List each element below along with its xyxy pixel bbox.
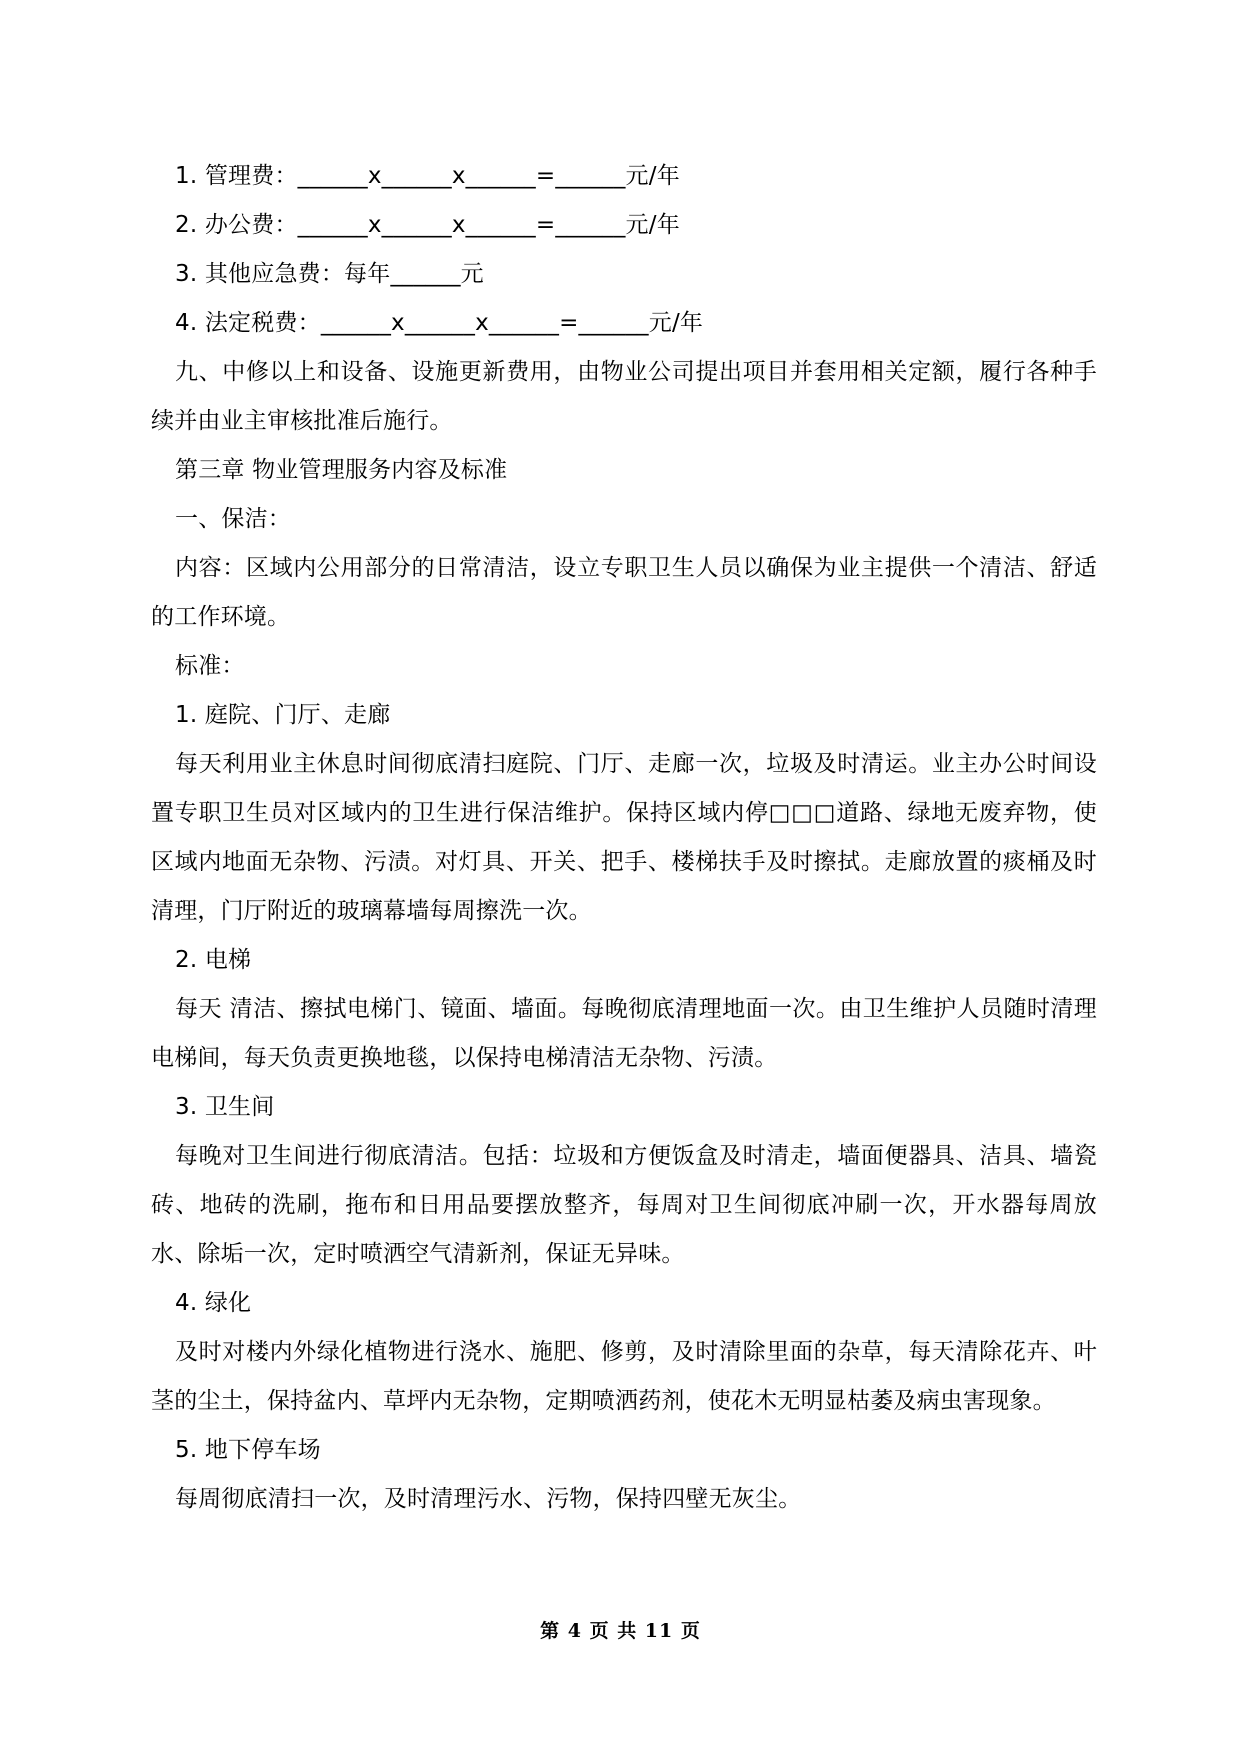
section-9-paragraph: 九、中修以上和设备、设施更新费用，由物业公司提出项目并套用相关定额，履行各种手续并由业主审核批准后施行。 [151, 359, 1097, 434]
fee-item-tax: 4. 法定税费：______x______x______=______元/年 [175, 310, 704, 336]
item-text-greenery: 及时对楼内外绿化植物进行浇水、施肥、修剪，及时清除里面的杂草，每天清除花卉、叶茎的尘土，保持盆内、草坪内无杂物，定期喷洒药剂，使花木无明显枯萎及病虫害现象。 [151, 1339, 1097, 1414]
item-title-greenery: 4. 绿化 [175, 1290, 252, 1316]
document-body [151, 152, 1097, 1524]
item-text-restroom: 每晚对卫生间进行彻底清洁。包括：垃圾和方便饭盒及时清走，墙面便器具、洁具、墙瓷砖、地砖的洗刷，拖布和日用品要摆放整齐，每周对卫生间彻底冲刷一次，开水器每周放水、除垢一次，定时喷洒空气清新剂，保证无异味。 [151, 1143, 1097, 1267]
fee-item-management: 1. 管理费：______x______x______=______元/年 [175, 163, 680, 189]
page-footer: 第 4 页 共 11 页 [540, 1620, 701, 1642]
item-text-parking: 每周彻底清扫一次，及时清理污水、污物，保持四壁无灰尘。 [175, 1486, 802, 1512]
item-title-elevator: 2. 电梯 [175, 947, 252, 973]
item-title-parking: 5. 地下停车场 [175, 1437, 321, 1463]
fee-item-emergency: 3. 其他应急费：每年______元 [175, 261, 484, 287]
chapter-3-title: 第三章 物业管理服务内容及标准 [175, 457, 508, 483]
item-text-courtyard: 每天利用业主休息时间彻底清扫庭院、门厅、走廊一次，垃圾及时清运。业主办公时间设置专职卫生员对区域内的卫生进行保洁维护。保持区域内停□□□道路、绿地无废弃物，使区域内地面无杂物、污渍。对灯具、开关、把手、楼梯扶手及时擦拭。走廊放置的痰桶及时清理，门厅附近的玻璃幕墙每周擦洗一次。 [151, 751, 1097, 924]
cleaning-content: 内容：区域内公用部分的日常清洁，设立专职卫生人员以确保为业主提供一个清洁、舒适的工作环境。 [151, 555, 1097, 630]
item-title-restroom: 3. 卫生间 [175, 1094, 275, 1120]
item-text-elevator: 每天 清洁、擦拭电梯门、镜面、墙面。每晚彻底清理地面一次。由卫生维护人员随时清理电梯间，每天负责更换地毯，以保持电梯清洁无杂物、污渍。 [151, 996, 1097, 1071]
fee-item-office: 2. 办公费：______x______x______=______元/年 [175, 212, 680, 238]
standard-label: 标准： [175, 653, 245, 679]
cleaning-heading: 一、保洁： [175, 506, 291, 532]
item-title-courtyard: 1. 庭院、门厅、走廊 [175, 702, 391, 728]
